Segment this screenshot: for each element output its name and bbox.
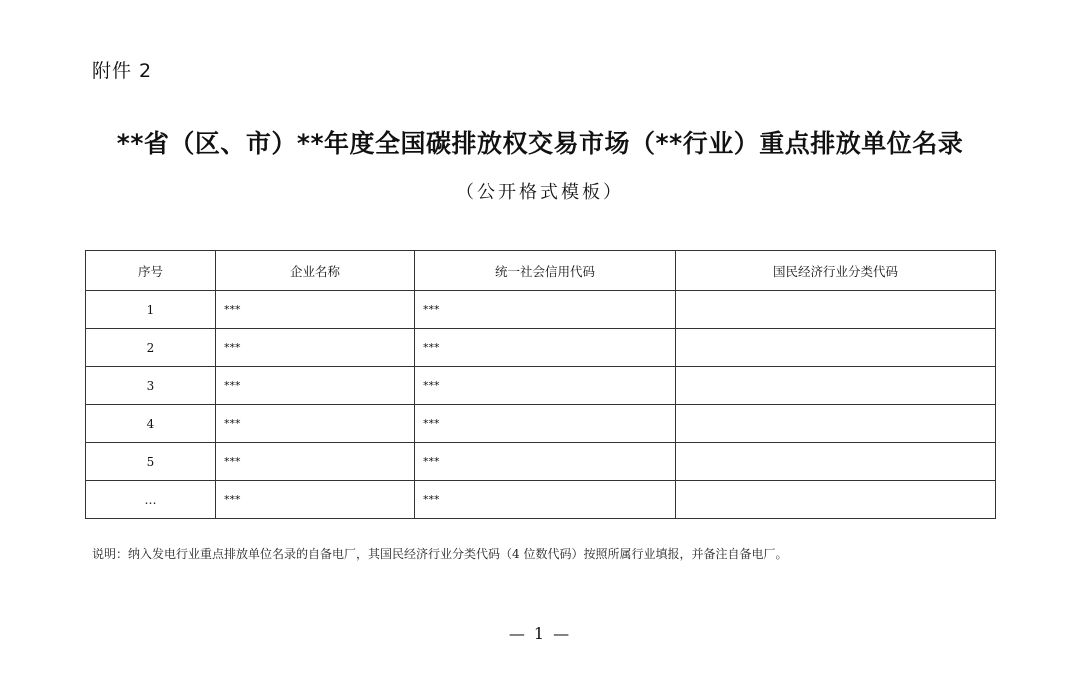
cell-credit-code: *** bbox=[415, 367, 676, 405]
table-row bbox=[86, 443, 996, 481]
cell-credit-code: *** bbox=[415, 291, 676, 329]
enterprise-list-table bbox=[85, 250, 996, 519]
table-row bbox=[86, 481, 996, 519]
cell-credit-code: *** bbox=[415, 405, 676, 443]
cell-credit-code: *** bbox=[415, 443, 676, 481]
table-footnote: 说明：纳入发电行业重点排放单位名录的自备电厂，其国民经济行业分类代码（4 位数代码）按照所属行业填报，并备注自备电厂。 bbox=[92, 547, 788, 561]
document-title: **省（区、市）**年度全国碳排放权交易市场（**行业）重点排放单位名录 bbox=[116, 129, 964, 158]
document-subtitle: （公开格式模板） bbox=[456, 182, 624, 203]
cell-credit-code: *** bbox=[415, 329, 676, 367]
cell-company-name: *** bbox=[216, 367, 415, 405]
header-industry-code: 国民经济行业分类代码 bbox=[676, 251, 996, 291]
table-row bbox=[86, 405, 996, 443]
table-row bbox=[86, 367, 996, 405]
cell-seq: 5 bbox=[86, 443, 216, 481]
cell-company-name: *** bbox=[216, 443, 415, 481]
table-row bbox=[86, 329, 996, 367]
table-header-row bbox=[86, 251, 996, 291]
cell-seq: … bbox=[86, 481, 216, 519]
cell-industry-code bbox=[676, 443, 996, 481]
cell-industry-code bbox=[676, 405, 996, 443]
cell-industry-code bbox=[676, 367, 996, 405]
cell-company-name: *** bbox=[216, 481, 415, 519]
cell-company-name: *** bbox=[216, 291, 415, 329]
cell-industry-code bbox=[676, 329, 996, 367]
cell-industry-code bbox=[676, 481, 996, 519]
cell-company-name: *** bbox=[216, 405, 415, 443]
cell-seq: 4 bbox=[86, 405, 216, 443]
cell-seq: 2 bbox=[86, 329, 216, 367]
table-row bbox=[86, 291, 996, 329]
attachment-label: 附件 2 bbox=[92, 60, 153, 82]
header-company-name: 企业名称 bbox=[216, 251, 415, 291]
cell-seq: 1 bbox=[86, 291, 216, 329]
header-seq: 序号 bbox=[86, 251, 216, 291]
header-credit-code: 统一社会信用代码 bbox=[415, 251, 676, 291]
cell-credit-code: *** bbox=[415, 481, 676, 519]
cell-industry-code bbox=[676, 291, 996, 329]
cell-company-name: *** bbox=[216, 329, 415, 367]
cell-seq: 3 bbox=[86, 367, 216, 405]
page-number: — 1 — bbox=[508, 624, 572, 643]
